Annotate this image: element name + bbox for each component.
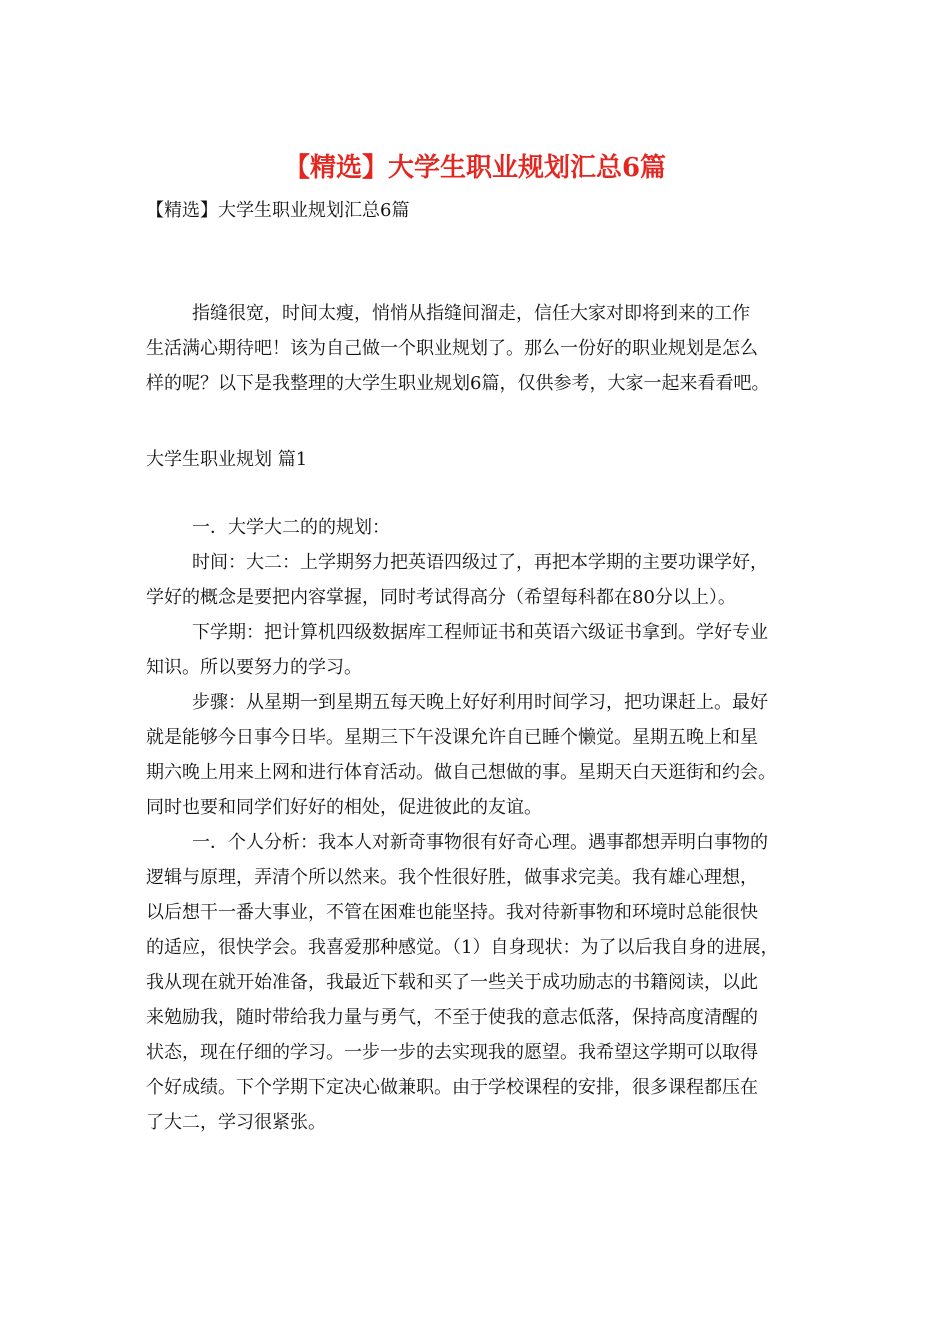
body-line: 个好成绩。下个学期下定决心做兼职。由于学校课程的安排，很多课程都压在: [146, 1077, 758, 1098]
body-line: 时间：大二：上学期努力把英语四级过了，再把本学期的主要功课学好，: [192, 552, 768, 573]
body-line: 就是能够今日事今日毕。星期三下午没课允许自已睡个懒觉。星期五晚上和星: [146, 727, 758, 748]
intro-line: 生活满心期待吧！该为自己做一个职业规划了。那么一份好的职业规划是怎么: [146, 338, 758, 359]
body-line: 逻辑与原理，弄清个所以然来。我个性很好胜，做事求完美。我有雄心理想，: [146, 867, 758, 888]
document-subtitle: 【精选】大学生职业规划汇总6篇: [146, 200, 410, 221]
body-line: 一．个人分析：我本人对新奇事物很有好奇心理。遇事都想弄明白事物的: [192, 832, 768, 853]
intro-line: 指缝很宽，时间太瘦，悄悄从指缝间溜走，信任大家对即将到来的工作: [192, 303, 750, 324]
intro-paragraph: [146, 296, 826, 401]
section-body: [146, 510, 826, 1140]
body-line: 状态，现在仔细的学习。一步一步的去实现我的愿望。我希望这学期可以取得: [146, 1042, 758, 1063]
body-line: 同时也要和同学们好好的相处，促进彼此的友谊。: [146, 797, 542, 818]
body-line: 下学期：把计算机四级数据库工程师证书和英语六级证书拿到。学好专业: [192, 622, 768, 643]
body-line: 知识。所以要努力的学习。: [146, 657, 362, 678]
body-line: 来勉励我，随时带给我力量与勇气，不至于使我的意志低落，保持高度清醒的: [146, 1007, 758, 1028]
intro-line: 样的呢？以下是我整理的大学生职业规划6篇，仅供参考，大家一起来看看吧。: [146, 373, 770, 394]
body-line: 我从现在就开始准备，我最近下载和买了一些关于成功励志的书籍阅读，以此: [146, 972, 758, 993]
body-line: 的适应，很快学会。我喜爱那种感觉。（1）自身现状：为了以后我自身的进展，: [146, 937, 779, 958]
document-title: 【精选】大学生职业规划汇总6篇: [283, 153, 667, 183]
body-line: 一．大学大二的的规划：: [192, 517, 390, 538]
body-line: 学好的概念是要把内容掌握，同时考试得高分（希望每科都在80分以上）。: [146, 587, 736, 608]
body-line: 期六晚上用来上网和进行体育活动。做自己想做的事。星期天白天逛街和约会。: [146, 762, 776, 783]
body-line: 步骤：从星期一到星期五每天晚上好好利用时间学习，把功课赶上。最好: [192, 692, 768, 713]
section-heading: 大学生职业规划 篇1: [146, 449, 308, 470]
body-line: 了大二，学习很紧张。: [146, 1112, 326, 1133]
body-line: 以后想干一番大事业，不管在困难也能坚持。我对待新事物和环境时总能很快: [146, 902, 758, 923]
